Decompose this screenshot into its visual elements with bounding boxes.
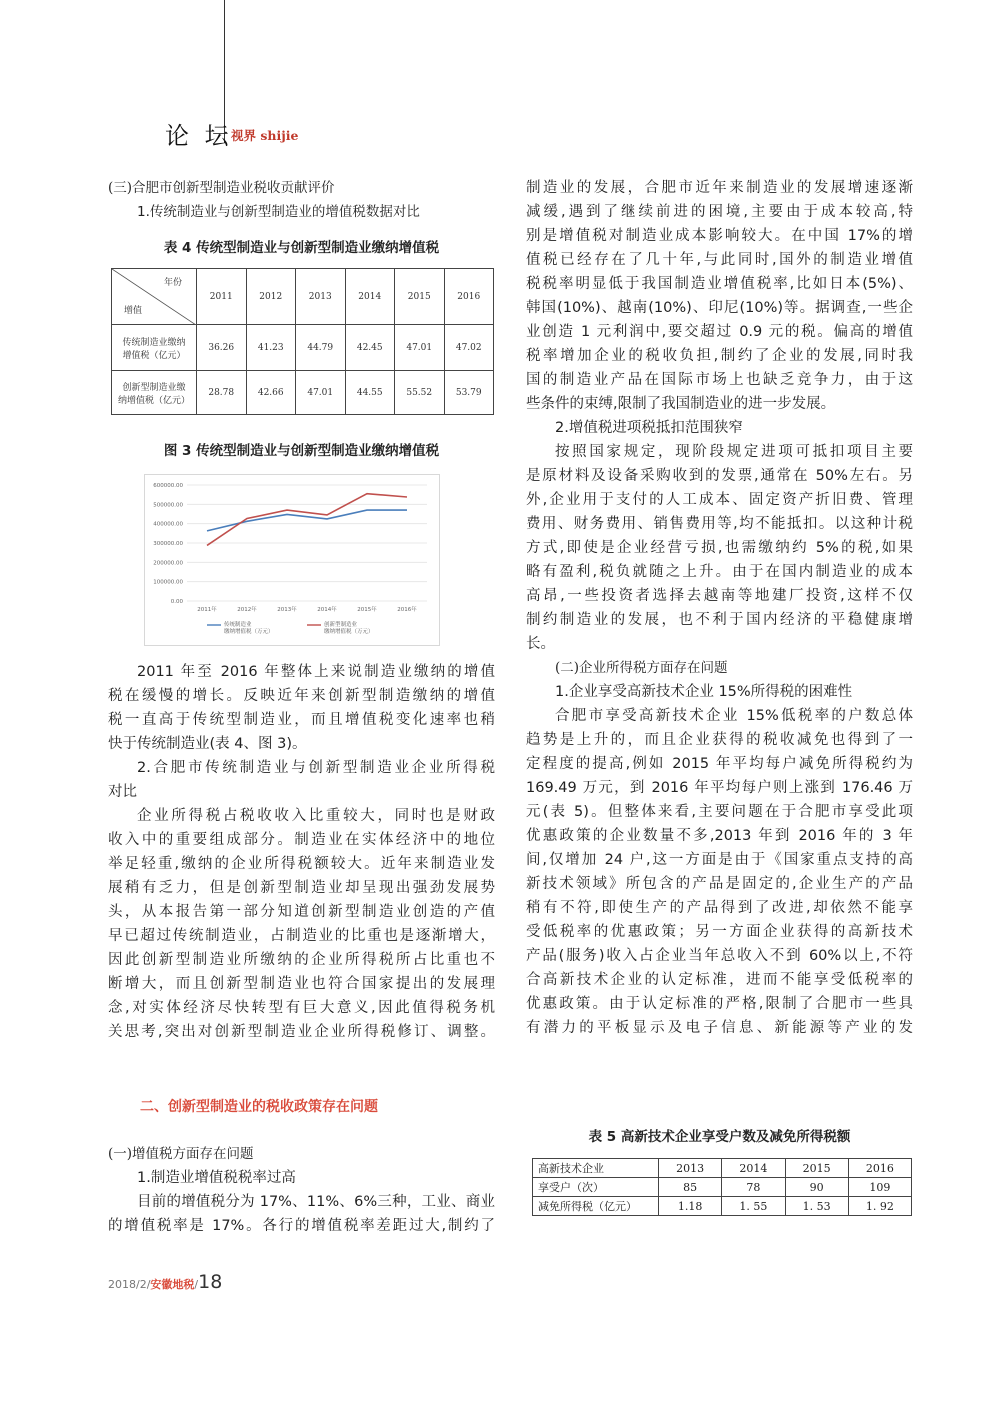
text-line: 举足轻重,缴纳的企业所得税额较大。近年来制造业发 (108, 856, 495, 872)
table-cell: 42.66 (246, 371, 296, 415)
text-line: 是原材料及设备采购收到的发票,通常在 50%左右。另 (526, 468, 913, 484)
footer-separator: / (194, 1278, 199, 1291)
text-line: 因此创新型制造业所缴纳的企业所得税所占比重也不 (108, 952, 495, 968)
table-cell: 1.18 (659, 1197, 722, 1216)
text-line: 2011 年至 2016 年整体上来说制造业缴纳的增值 (137, 664, 495, 680)
text-line: 定程度的提高,例如 2015 年平均每户减免所得税约为 (526, 756, 913, 772)
table-cell: 1. 53 (785, 1197, 848, 1216)
legend-label: 传统制造业 (224, 622, 252, 628)
text-line: 费用、财务费用、销售费用等,均不能抵扣。以这种计税 (526, 516, 913, 532)
y-tick-label: 300000.00 (153, 541, 183, 547)
x-tick-label: 2016年 (397, 607, 417, 613)
text-line: 略有盈利,税负就随之上升。由于在国内制造业的成本 (526, 564, 913, 580)
text-line: 合高新技术企业的认定标准，进而不能享受低税率的 (526, 972, 913, 988)
section-heading: (一)增值税方面存在问题 (108, 1146, 254, 1162)
figure3-chart (144, 474, 440, 646)
year-header: 2013 (659, 1159, 722, 1178)
table-cell: 55.52 (395, 371, 445, 415)
table-cell: 109 (848, 1178, 911, 1197)
table-cell: 47.02 (444, 325, 494, 371)
table-cell: 36.26 (197, 325, 247, 371)
text-line: 间,仅增加 24 户,这一方面是由于《国家重点支持的高 (526, 852, 913, 868)
text-line: 长。 (526, 636, 555, 652)
table-cell: 41.23 (246, 325, 296, 371)
y-tick-label: 100000.00 (153, 579, 183, 586)
text-line: 优惠政策。由于认定标准的严格,限制了合肥市一些具 (526, 996, 913, 1012)
row-label: 减免所得税（亿元） (533, 1197, 659, 1216)
text-line: 国的制造业产品在国际市场上也缺乏竞争力，由于这 (526, 372, 913, 388)
text-line: 收入中的重要组成部分。制造业在实体经济中的地位 (108, 832, 495, 848)
year-header: 2012 (246, 269, 296, 325)
x-tick-label: 2013年 (277, 607, 297, 613)
issue-date: 2018/2/ (108, 1278, 151, 1291)
year-header: 2014 (345, 269, 395, 325)
text-line: 些条件的束缚,限制了我国制造业的进一步发展。 (526, 396, 836, 412)
table-header-cell: 高新技术企业 (533, 1159, 659, 1178)
text-line: 早已超过传统制造业，占制造业的比重也是逐渐增大， (108, 928, 495, 944)
year-header: 2011 (197, 269, 247, 325)
table5-caption: 表 5 高新技术企业享受户数及减免所得税额 (588, 1129, 851, 1145)
table-row (112, 325, 494, 371)
text-line: 制约制造业的发展，也不利于国内经济的平稳健康增 (526, 612, 913, 628)
corner-label-year: 年份 (163, 278, 182, 288)
table4 (111, 268, 494, 415)
row-label: 传统制造业缴纳 增值税（亿元） (112, 325, 197, 371)
y-tick-label: 400000.00 (153, 521, 183, 528)
text-line: 受低税率的优惠政策；另一方面企业获得的高新技术 (526, 924, 913, 940)
right-column-text (526, 176, 913, 1040)
x-tick-label: 2014年 (317, 607, 337, 613)
table-cell: 44.55 (345, 371, 395, 415)
text-line: 169.49 万元，到 2016 年平均每户则上涨到 176.46 万 (526, 780, 913, 796)
text-line: 的增值税率是 17%。各行的增值税率差距过大,制约了 (108, 1218, 495, 1234)
corner-diagonal (112, 269, 196, 325)
left-paragraph-1 (108, 660, 495, 1044)
text-line: 稍有不符,即使生产的产品得到了改进,却依然不能享 (526, 900, 913, 916)
text-line: 断增大，而且创新型制造业也符合国家提出的发展理 (108, 976, 495, 992)
text-line: 别是增值税对制造业成本影响较大。在中国 17%的增 (526, 228, 913, 244)
text-line: 关思考,突出对创新型制造业企业所得税修订、调整。 (108, 1024, 495, 1040)
year-header: 2015 (395, 269, 445, 325)
table-cell: 85 (659, 1178, 722, 1197)
x-tick-label: 2012年 (237, 607, 257, 613)
line-chart-svg (145, 475, 439, 645)
text-line: 产品(服务)收入占企业当年总收入不到 60%以上,不符 (526, 948, 913, 964)
table5 (532, 1158, 912, 1216)
text-line: 新技术领域》所包含的产品是固定的,企业生产的产品 (526, 876, 913, 892)
magazine-name: 安徽地税 (150, 1278, 195, 1291)
year-header: 2016 (848, 1159, 911, 1178)
subsection-heading: 对比 (108, 784, 137, 800)
left-paragraph-3 (108, 1142, 495, 1238)
subsection-heading: 2.合肥市传统制造业与创新型制造业企业所得税 (137, 760, 495, 776)
y-tick-label: 0.00 (170, 599, 183, 605)
text-line: 方式,即使是企业经营亏损,也需缴纳约 5%的税,如果 (526, 540, 913, 556)
table-cell: 28.78 (197, 371, 247, 415)
section-2-title: 二、创新型制造业的税收政策存在问题 (140, 1099, 378, 1115)
text-line: 业创造 1 元利润中,要交超过 0.9 元的税。偏高的增值 (526, 324, 913, 340)
text-line: 元(表 5)。但整体来看,主要问题在于合肥市享受此项 (526, 804, 913, 820)
text-line: 企业所得税占税收收入比重较大，同时也是财政 (137, 808, 495, 824)
row-label: 享受户（次） (533, 1178, 659, 1197)
text-line: 值税已经存在了几十年,与此同时,国外的制造业增值 (526, 252, 913, 268)
text-line: 趋势是上升的，而且企业获得的税收减免也得到了一 (526, 732, 913, 748)
page-number: 18 (198, 1271, 223, 1293)
text-line: 减缓,遇到了继续前进的困境,主要由于成本较高,特 (526, 204, 913, 220)
table-cell: 53.79 (444, 371, 494, 415)
table-cell: 1. 92 (848, 1197, 911, 1216)
subsection-heading: 2.增值税进项税抵扣范围狭窄 (555, 420, 743, 436)
table-cell: 42.45 (345, 325, 395, 371)
text-line: 合肥市享受高新技术企业 15%低税率的户数总体 (555, 708, 913, 724)
text-line: 税率增加企业的税收负担,制约了企业的发展,同时我 (526, 348, 913, 364)
table-row (533, 1197, 912, 1216)
text-line: 念,对实体经济尽快转型有巨大意义,因此值得税务机 (108, 1000, 495, 1016)
section-heading: (三)合肥市创新型制造业税收贡献评价 (108, 180, 335, 196)
legend-label: 缴纳增值税（万元） (224, 629, 274, 635)
text-line: 按照国家规定，现阶段规定进项可抵扣项目主要 (555, 444, 913, 460)
table-row (533, 1178, 912, 1197)
legend-label: 创新型制造业 (324, 622, 358, 628)
text-line: 优惠政策的企业数量不多,2013 年到 2016 年的 3 年 (526, 828, 913, 844)
table-cell: 1. 55 (722, 1197, 785, 1216)
year-header: 2015 (785, 1159, 848, 1178)
x-tick-label: 2015年 (357, 607, 377, 613)
table4-corner-cell (112, 269, 197, 325)
row-label: 创新型制造业缴 纳增值税（亿元） (112, 371, 197, 415)
text-line: 有潜力的平板显示及电子信息、新能源等产业的发 (526, 1020, 913, 1036)
text-line: 头，从本报告第一部分知道创新型制造业创造的产值 (108, 904, 495, 920)
text-line: 税一直高于传统型制造业，而且增值税变化速率也稍 (108, 712, 495, 728)
text-line: 税税率明显低于我国制造业增值税率,比如日本(5%)、 (526, 276, 913, 292)
year-header: 2013 (296, 269, 346, 325)
table-cell: 47.01 (296, 371, 346, 415)
column-title: 论 坛 (165, 122, 233, 150)
column-subtitle: 视界 shijie (231, 128, 299, 143)
text-line: 外,企业用于支付的人工成本、固定资产折旧费、管理 (526, 492, 913, 508)
table-row (533, 1159, 912, 1178)
year-header: 2014 (722, 1159, 785, 1178)
y-tick-label: 200000.00 (153, 560, 183, 567)
series-line (207, 494, 407, 546)
figure3-caption: 图 3 传统型制造业与创新型制造业缴纳增值税 (163, 443, 440, 459)
year-header: 2016 (444, 269, 494, 325)
text-line: 制造业的发展，合肥市近年来制造业的发展增速逐渐 (526, 180, 913, 196)
table-cell: 90 (785, 1178, 848, 1197)
table-cell: 44.79 (296, 325, 346, 371)
text-line: 展稍有乏力，但是创新型制造业却呈现出强劲发展势 (108, 880, 495, 896)
table4-caption: 表 4 传统型制造业与创新型制造业缴纳增值税 (163, 240, 440, 256)
text-line: 税在缓慢的增长。反映近年来创新型制造缴纳的增值 (108, 688, 495, 704)
text-line: 快于传统制造业(表 4、图 3)。 (108, 736, 307, 752)
text-line: 高昂,一些投资者选择去越南等地建厂投资,这样不仅 (526, 588, 913, 604)
subsection-heading: 1.企业享受高新技术企业 15%所得税的困难性 (555, 684, 853, 700)
legend-label: 缴纳增值税（万元） (324, 629, 374, 635)
y-tick-label: 500000.00 (153, 502, 183, 509)
text-line: 韩国(10%)、越南(10%)、印尼(10%)等。据调查,一些企 (526, 300, 913, 316)
y-tick-label: 600000.00 (153, 483, 183, 489)
table-row (112, 371, 494, 415)
text-line: 目前的增值税分为 17%、11%、6%三种，工业、商业 (137, 1194, 495, 1210)
subsection-heading: 1.制造业增值税税率过高 (137, 1170, 296, 1186)
subsection-heading: 1.传统制造业与创新型制造业的增值税数据对比 (137, 204, 420, 220)
section-heading: (二)企业所得税方面存在问题 (555, 660, 728, 676)
table-cell: 78 (722, 1178, 785, 1197)
table-cell: 47.01 (395, 325, 445, 371)
page-footer (108, 1271, 222, 1293)
corner-label-value: 增值 (124, 306, 143, 316)
x-tick-label: 2011年 (197, 607, 217, 613)
